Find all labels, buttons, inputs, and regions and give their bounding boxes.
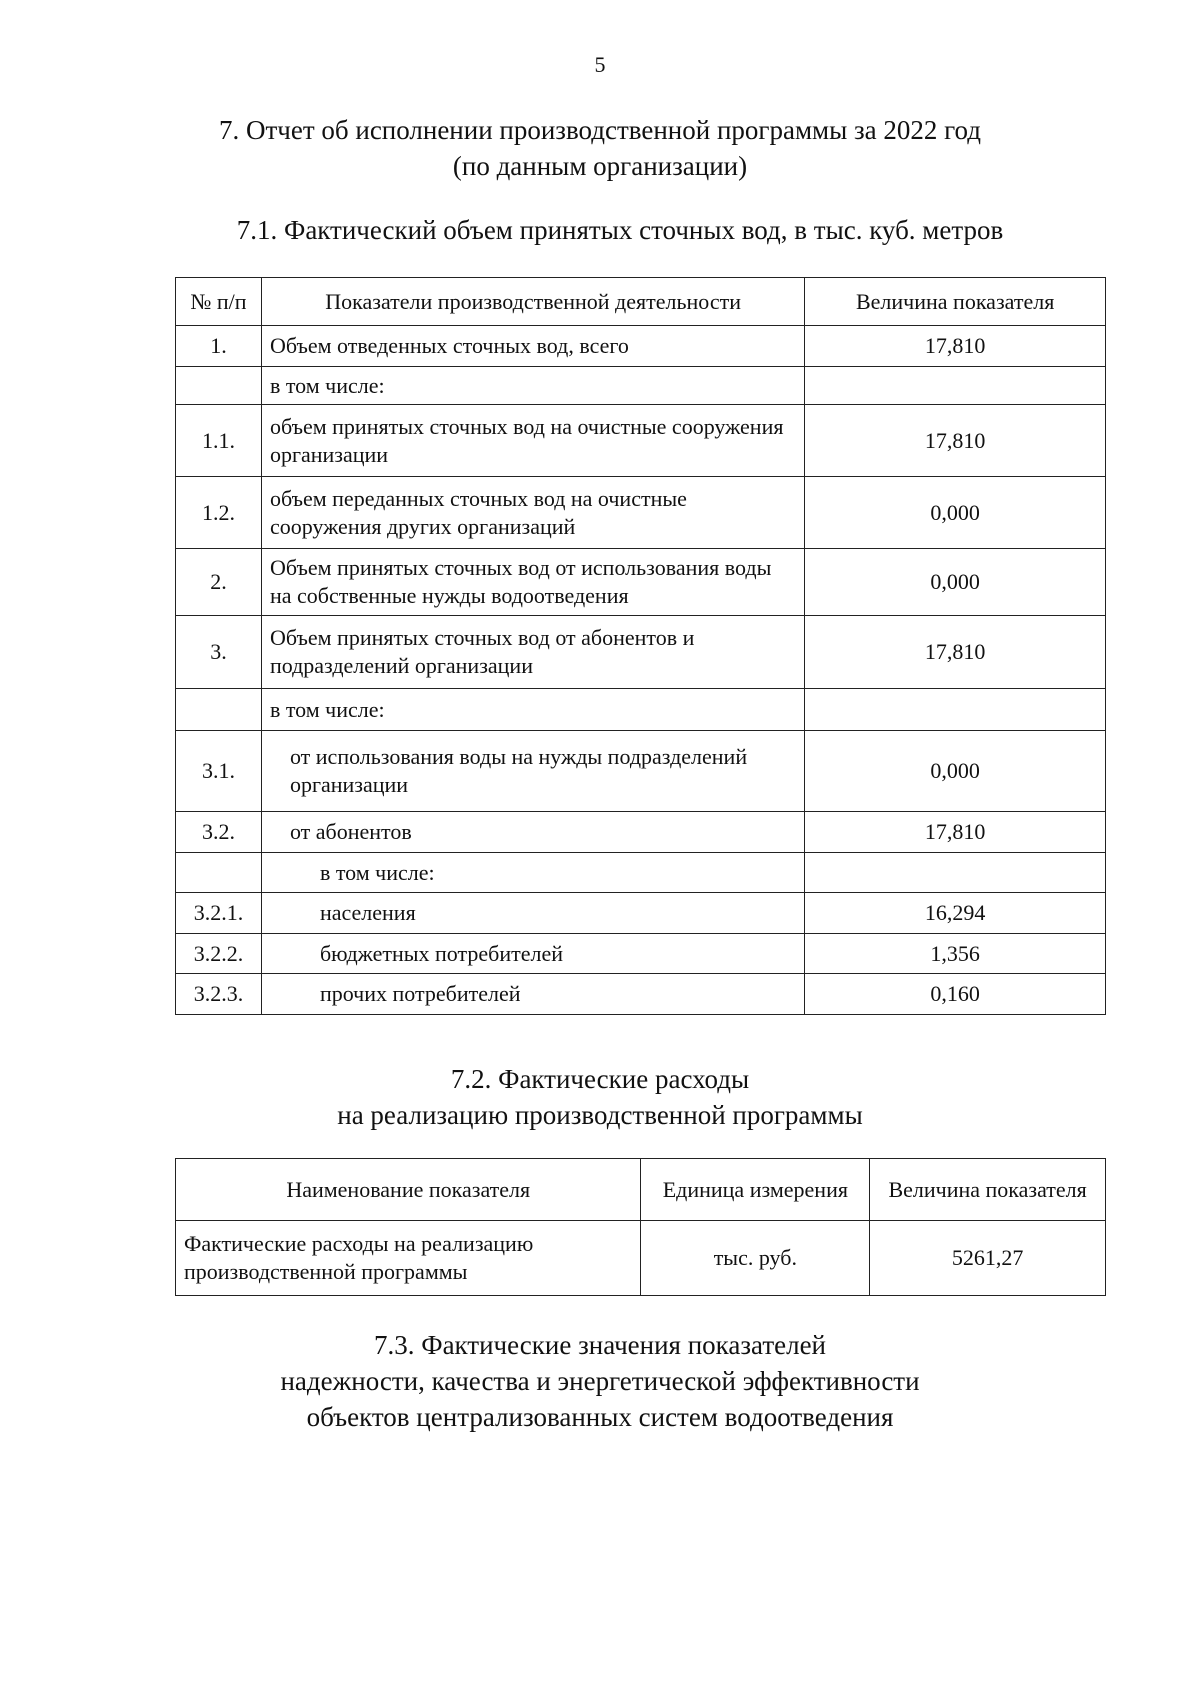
- section-7-title: [40, 112, 1160, 184]
- table-row: [176, 405, 1106, 477]
- section-7-2-title-line1: 7.2. Фактические расходы: [450, 1064, 750, 1094]
- row-number: [176, 853, 262, 893]
- cost-name: Фактические расходы на реализацию производственной программы: [176, 1221, 641, 1296]
- section-7-3-title-line3: объектов централизованных систем водоотведения: [306, 1402, 894, 1432]
- table-row: [176, 731, 1106, 812]
- table-row: [176, 974, 1106, 1015]
- section-7-2-title-line2: на реализацию производственной программы: [337, 1100, 863, 1130]
- column-header-unit: Единица измерения: [641, 1159, 870, 1221]
- row-number: 3.2.: [176, 812, 262, 853]
- row-number: 1.2.: [176, 477, 262, 549]
- row-value: [805, 689, 1106, 731]
- table-row: [176, 893, 1106, 934]
- row-number: 3.1.: [176, 731, 262, 812]
- row-value: 17,810: [805, 405, 1106, 477]
- row-value: 0,160: [805, 974, 1106, 1015]
- row-number: 1.: [176, 326, 262, 367]
- row-label: в том числе:: [261, 689, 804, 731]
- column-header-value: Величина показателя: [805, 278, 1106, 326]
- table-row: [176, 689, 1106, 731]
- row-label: в том числе:: [261, 853, 804, 893]
- section-7-title-line1: 7. Отчет об исполнении производственной программы за 2022 год: [218, 115, 982, 145]
- table-row: [176, 934, 1106, 974]
- table-row: [176, 1221, 1106, 1296]
- row-number: 3.: [176, 616, 262, 689]
- table-row: [176, 326, 1106, 367]
- section-7-2-title: [40, 1061, 1160, 1133]
- section-7-3-title-line1: 7.3. Фактические значения показателей: [373, 1330, 827, 1360]
- row-number: [176, 367, 262, 405]
- table-row: [176, 616, 1106, 689]
- row-value: 0,000: [805, 549, 1106, 616]
- cost-unit: тыс. руб.: [641, 1221, 870, 1296]
- column-header-value: Величина показателя: [870, 1159, 1106, 1221]
- row-label: объем переданных сточных вод на очистные сооружения других организаций: [261, 477, 804, 549]
- row-number: 1.1.: [176, 405, 262, 477]
- row-number: 3.2.1.: [176, 893, 262, 934]
- table-row: [176, 812, 1106, 853]
- section-7-1-title-text: 7.1. Фактический объем принятых сточных вод, в тыс. куб. метров: [236, 215, 1004, 245]
- row-label: от использования воды на нужды подразделений организации: [261, 731, 804, 812]
- page-number: 5: [594, 52, 606, 77]
- table-row: [176, 853, 1106, 893]
- row-label: Объем принятых сточных вод от абонентов и подразделений организации: [261, 616, 804, 689]
- row-label: населения: [261, 893, 804, 934]
- row-value: 17,810: [805, 812, 1106, 853]
- row-label: прочих потребителей: [261, 974, 804, 1015]
- row-value: 0,000: [805, 477, 1106, 549]
- section-7-1-title: [120, 212, 1120, 248]
- row-value: 16,294: [805, 893, 1106, 934]
- row-label: в том числе:: [261, 367, 804, 405]
- table-header-row: [176, 278, 1106, 326]
- production-costs-table: [175, 1158, 1106, 1296]
- row-label: Объем отведенных сточных вод, всего: [261, 326, 804, 367]
- row-number: 3.2.3.: [176, 974, 262, 1015]
- row-value: 17,810: [805, 616, 1106, 689]
- table-header-row: [176, 1159, 1106, 1221]
- row-number: 2.: [176, 549, 262, 616]
- row-label: бюджетных потребителей: [261, 934, 804, 974]
- row-label: от абонентов: [261, 812, 804, 853]
- row-label: Объем принятых сточных вод от использования воды на собственные нужды водоотведения: [261, 549, 804, 616]
- row-label: объем принятых сточных вод на очистные сооружения организации: [261, 405, 804, 477]
- row-value: [805, 853, 1106, 893]
- row-value: 17,810: [805, 326, 1106, 367]
- table-row: [176, 477, 1106, 549]
- row-number: 3.2.2.: [176, 934, 262, 974]
- section-7-3-title: [40, 1327, 1160, 1435]
- column-header-name: Наименование показателя: [176, 1159, 641, 1221]
- wastewater-volume-table: [175, 277, 1106, 1015]
- row-value: [805, 367, 1106, 405]
- table-row: [176, 367, 1106, 405]
- column-header-number: № п/п: [176, 278, 262, 326]
- cost-value: 5261,27: [870, 1221, 1106, 1296]
- section-7-3-title-line2: надежности, качества и энергетической эффективности: [280, 1366, 920, 1396]
- column-header-indicator: Показатели производственной деятельности: [261, 278, 804, 326]
- row-value: 0,000: [805, 731, 1106, 812]
- table-row: [176, 549, 1106, 616]
- section-7-title-line2: (по данным организации): [452, 151, 748, 181]
- row-value: 1,356: [805, 934, 1106, 974]
- row-number: [176, 689, 262, 731]
